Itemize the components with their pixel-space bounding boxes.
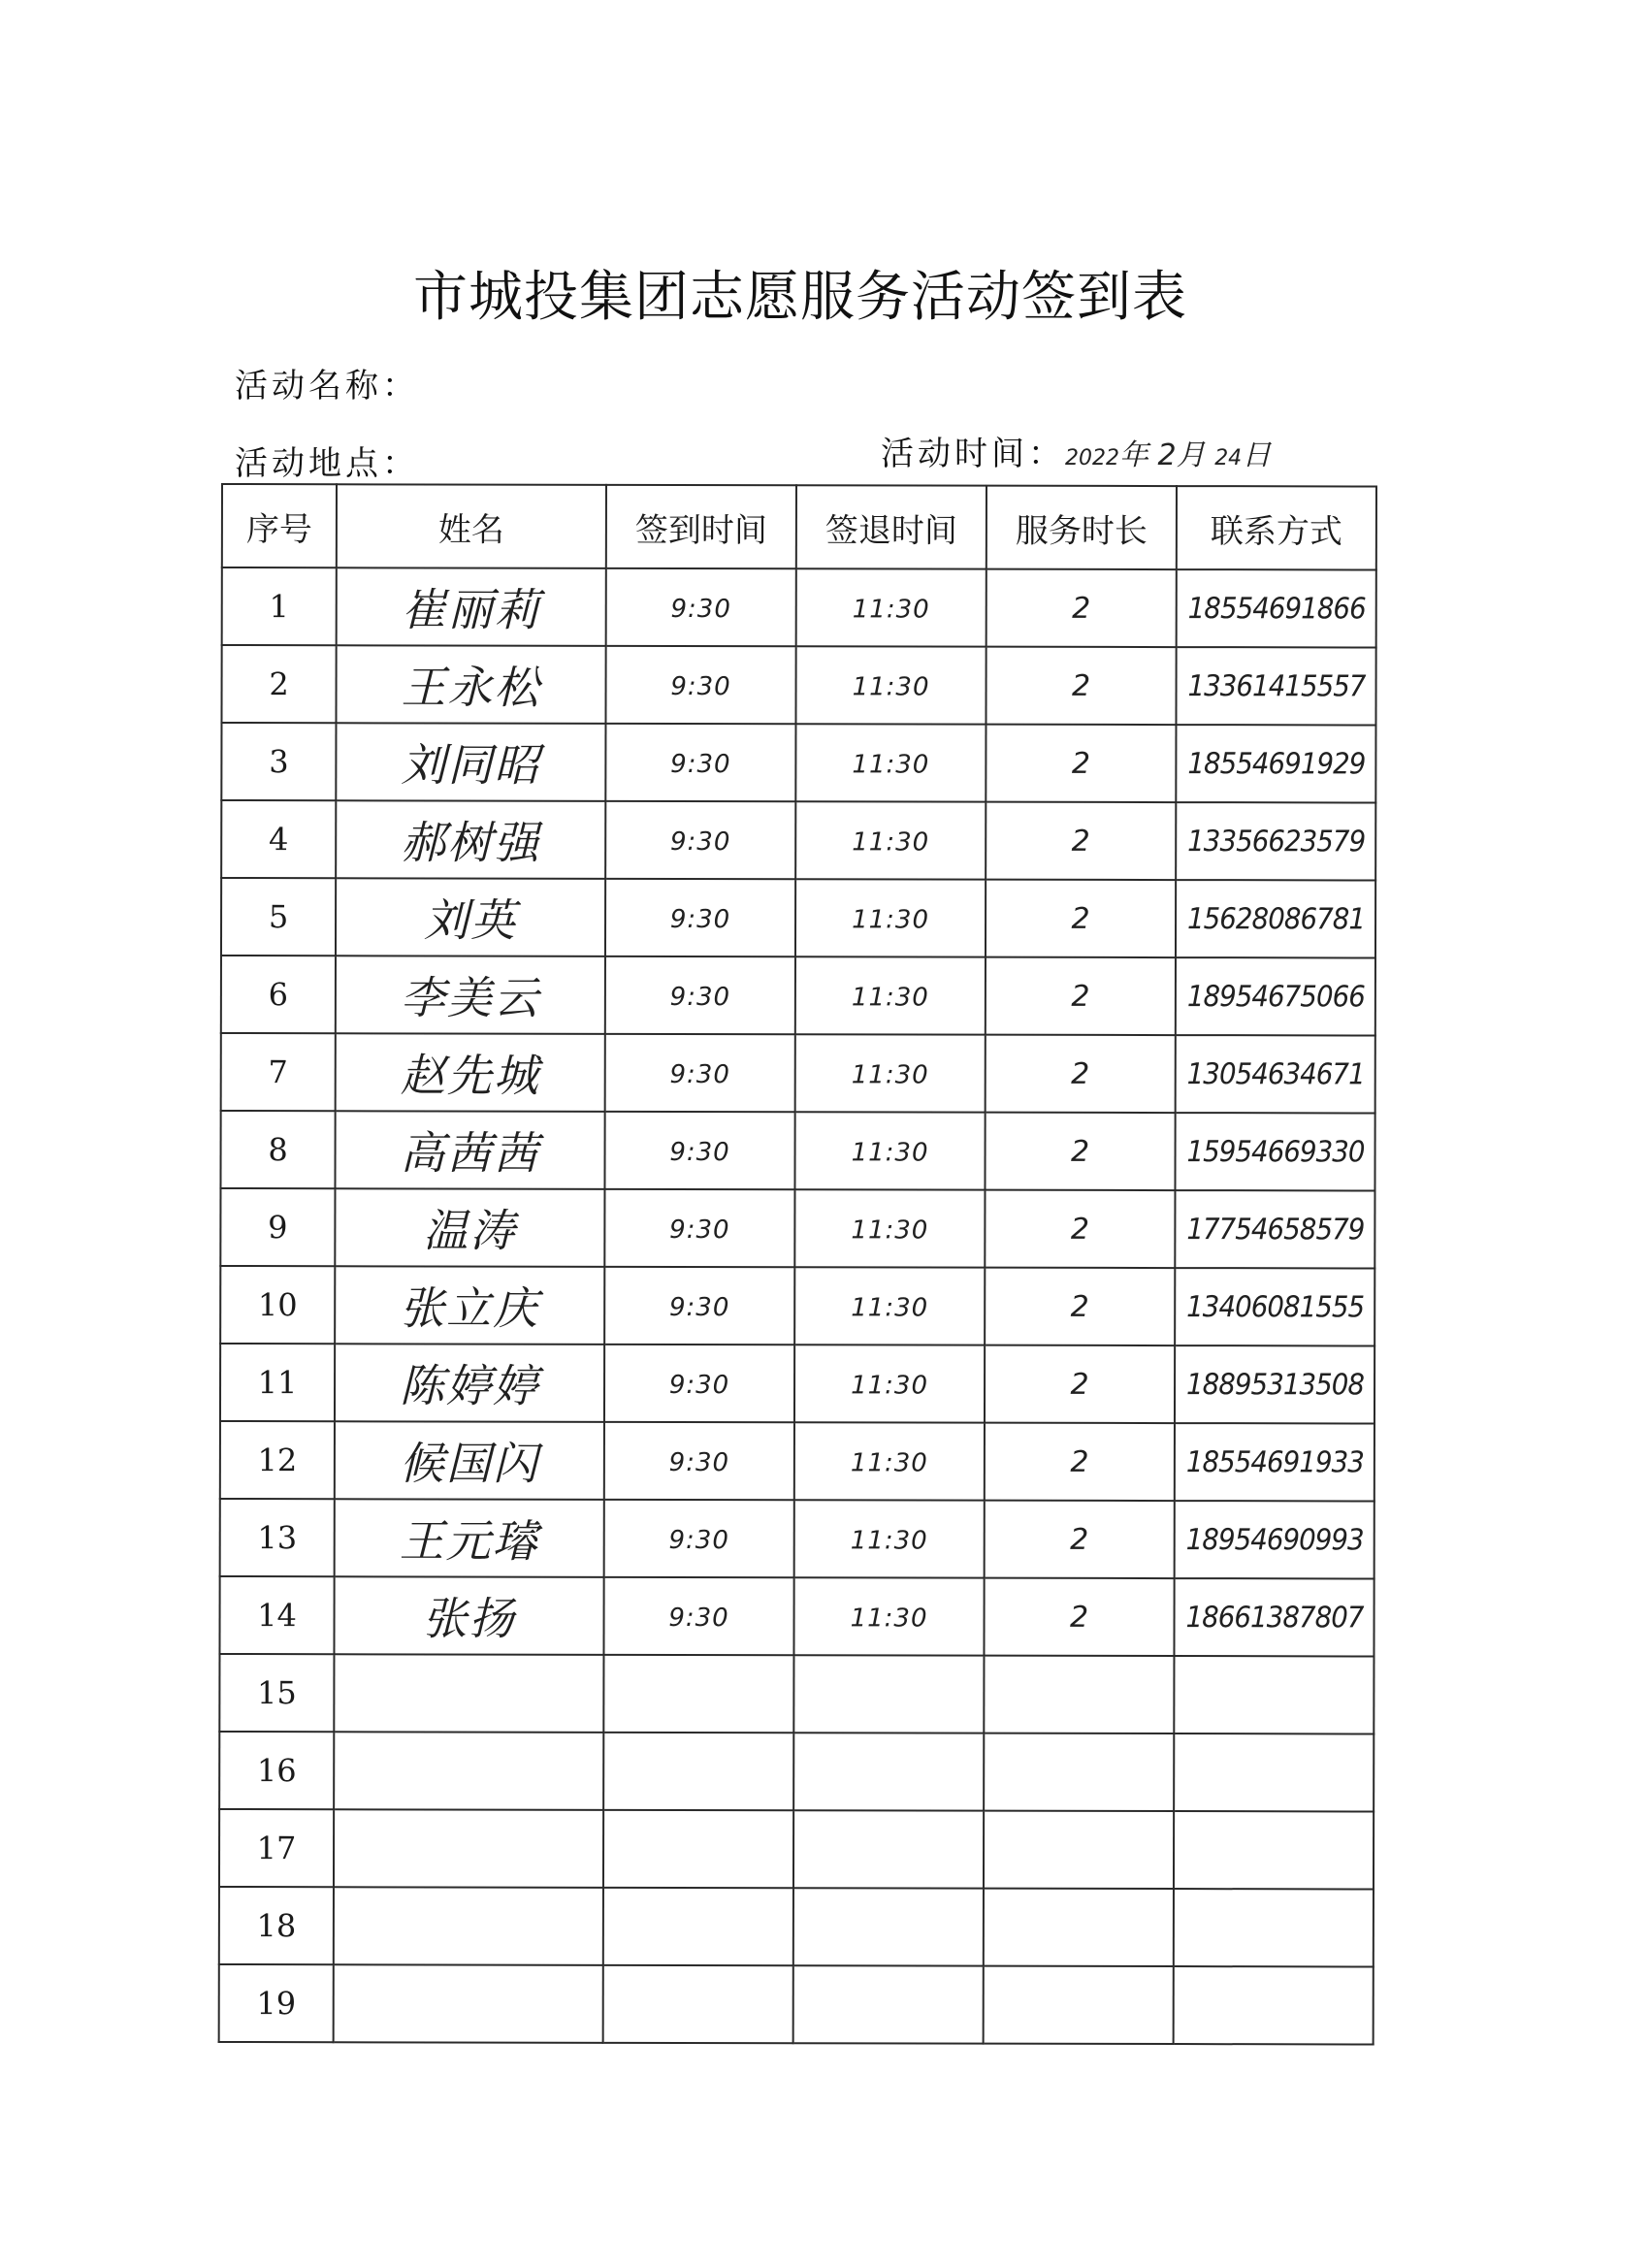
row-contact-cell [1174,1811,1374,1889]
row-service-duration-cell [986,569,1177,647]
row-sign-in-time-cell [603,1888,793,1965]
row-sign-in-time: 9:30 [670,671,731,701]
row-service-duration-cell [985,1190,1175,1268]
row-sign-out-time-cell [795,956,986,1034]
row-sign-in-time: 9:30 [669,904,731,934]
row-sign-in-time: 9:30 [669,1215,730,1245]
row-sign-out-time-cell [793,1965,984,2043]
table-row [221,800,1375,880]
row-sign-in-time-cell [605,724,795,801]
row-service-duration: 2 [1070,1134,1090,1169]
row-service-duration-cell [984,1578,1174,1656]
row-sign-in-time: 9:30 [669,982,731,1012]
date-day: 24 [1214,446,1243,470]
row-service-duration-cell [984,1811,1174,1889]
row-seq-cell [220,1421,335,1499]
row-seq-cell [221,723,336,800]
table-row [220,1111,1374,1190]
row-name-cell [334,1576,603,1655]
row-sign-out-time: 11:30 [851,1059,929,1090]
row-sign-in-time-cell [603,1810,793,1888]
table-row [221,1033,1375,1113]
row-sign-out-time-cell [794,1345,985,1422]
row-service-duration: 2 [1070,1522,1089,1557]
row-sign-in-time: 9:30 [668,1525,729,1555]
row-seq-cell [221,878,336,956]
row-service-duration-cell [985,1501,1175,1578]
row-name: 高茜茜 [400,1126,540,1180]
activity-place-label: 活动地点： [235,444,419,483]
row-sign-out-time: 11:30 [852,594,930,625]
activity-date [1065,438,1271,472]
row-sign-out-time: 11:30 [851,1137,929,1168]
row-sign-in-time: 9:30 [669,826,731,857]
row-service-duration: 2 [1071,901,1090,936]
row-sign-out-time: 11:30 [852,749,930,780]
table-row [220,1266,1374,1345]
row-name-cell [335,1421,604,1500]
table-row [219,1576,1374,1656]
row-contact-cell [1174,1656,1374,1733]
activity-time [881,427,1271,474]
table-row [219,1732,1374,1811]
row-seq-cell [222,567,337,645]
row-contact: 18554691929 [1186,746,1365,781]
header-sign-out-time: 签退时间 [796,485,986,568]
row-sign-in-time-cell [604,1422,794,1500]
row-seq-cell [219,1732,334,1809]
row-sign-out-time-cell [794,1189,985,1267]
row-service-duration: 2 [1070,1212,1089,1247]
row-service-duration-cell [986,1035,1176,1113]
table-row [222,567,1376,647]
row-contact-cell [1174,1733,1374,1811]
row-contact-cell [1174,1889,1374,1966]
activity-name-label: 活动名称： [235,367,419,405]
date-month: 2 [1157,438,1177,472]
row-sign-in-time: 9:30 [668,1447,730,1477]
row-name-cell [336,956,605,1034]
table-row [219,1887,1374,1966]
row-contact-cell [1174,1578,1374,1656]
row-sign-in-time-cell [606,568,796,646]
row-service-duration: 2 [1070,1444,1089,1479]
row-contact: 13406081555 [1185,1289,1364,1324]
row-sign-in-time-cell [605,956,795,1034]
row-sign-out-time-cell [794,1112,985,1189]
row-service-duration-cell [984,1733,1174,1811]
row-service-duration: 2 [1070,1289,1089,1324]
page-title: 市城投集团志愿服务活动签到表 [413,266,1187,329]
row-name-cell [334,1964,603,2043]
table-body [219,567,1376,2044]
row-name-cell [334,1887,603,1965]
table-row [220,1499,1374,1578]
row-seq-cell [219,1964,334,2042]
row-seq: 12 [257,1442,298,1479]
row-seq: 17 [256,1830,297,1867]
row-seq: 1 [269,588,289,626]
row-sign-out-time-cell [793,1810,984,1888]
row-name: 温涛 [423,1204,517,1257]
header-name: 姓名 [337,484,606,568]
row-sign-in-time: 9:30 [670,749,731,779]
row-sign-in-time-cell [604,1500,794,1577]
row-sign-out-time: 11:30 [851,982,929,1013]
row-contact-cell [1176,957,1375,1035]
row-name: 候国闪 [399,1437,539,1490]
row-name: 王元璿 [399,1514,539,1568]
row-seq: 18 [256,1907,297,1945]
row-sign-out-time-cell [794,1500,985,1577]
row-service-duration-cell [986,957,1176,1035]
row-sign-out-time: 11:30 [850,1525,928,1556]
row-sign-out-time-cell [794,1267,985,1345]
row-name-cell [335,1111,604,1189]
row-sign-in-time: 9:30 [668,1292,730,1322]
row-sign-out-time: 11:30 [850,1447,928,1478]
row-name: 王永松 [401,661,541,714]
row-contact-cell [1175,1345,1374,1423]
row-name: 张立庆 [400,1281,540,1335]
row-contact-cell [1176,725,1375,802]
row-contact: 18661387807 [1184,1600,1364,1635]
row-sign-out-time: 11:30 [850,1603,928,1634]
row-sign-in-time-cell [605,646,795,724]
date-month-unit: 月 [1176,438,1206,472]
row-sign-in-time: 9:30 [668,1370,730,1400]
row-sign-out-time-cell [795,1034,986,1112]
row-service-duration-cell [985,1423,1175,1501]
row-seq-cell [219,1654,334,1732]
row-name: 张扬 [422,1592,516,1645]
row-contact-cell [1175,1113,1374,1190]
row-sign-in-time-cell [605,801,795,879]
row-name: 崔丽莉 [401,583,541,636]
row-sign-in-time-cell [605,1034,795,1112]
header-sign-in-time: 签到时间 [606,485,796,568]
row-contact: 18554691933 [1185,1444,1364,1479]
row-name-cell [336,1033,605,1112]
row-seq-cell [220,1266,335,1344]
row-service-duration: 2 [1072,591,1091,626]
row-contact: 13361415557 [1187,668,1366,703]
row-contact-cell [1176,1035,1375,1113]
row-sign-out-time-cell [795,879,986,956]
row-service-duration-cell [985,1113,1175,1190]
row-contact: 13054634671 [1186,1056,1365,1091]
row-sign-out-time-cell [795,801,986,879]
row-name-cell [335,1499,604,1577]
row-name-cell [336,645,605,724]
row-seq: 7 [268,1053,288,1091]
row-sign-out-time: 11:30 [852,826,930,858]
row-service-duration-cell [984,1656,1174,1733]
table-row [219,1809,1374,1889]
row-name: 陈婷婷 [399,1359,540,1412]
row-contact: 18554691866 [1187,591,1366,626]
row-name: 赵先城 [400,1049,540,1102]
row-sign-out-time-cell [793,1733,984,1810]
row-service-duration-cell [985,1345,1175,1423]
row-sign-out-time-cell [795,646,986,724]
row-name: 李美云 [400,971,540,1024]
row-sign-in-time: 9:30 [669,1059,730,1089]
row-contact: 15628086781 [1186,901,1365,936]
row-name-cell [334,1732,603,1810]
row-service-duration-cell [986,725,1176,802]
date-year: 2022 [1065,446,1119,470]
row-service-duration: 2 [1070,1367,1089,1402]
row-seq-cell [219,1809,334,1887]
row-service-duration: 2 [1071,979,1090,1014]
row-seq: 8 [268,1131,288,1169]
row-name-cell [334,1809,603,1888]
row-contact: 13356623579 [1186,824,1365,859]
row-sign-in-time-cell [604,1112,794,1189]
row-sign-out-time: 11:30 [852,671,930,702]
row-name-cell [335,1344,604,1422]
row-service-duration-cell [984,1889,1174,1966]
row-service-duration-cell [984,1966,1174,2044]
row-sign-out-time-cell [793,1655,984,1733]
row-contact-cell [1175,1190,1374,1268]
row-seq-cell [220,1188,335,1266]
table-header-row [222,484,1376,569]
row-contact: 18954675066 [1186,979,1365,1014]
row-seq: 19 [256,1985,297,2023]
row-seq: 10 [257,1286,298,1324]
row-name-cell [334,1654,603,1733]
row-contact-cell [1176,880,1375,957]
table-row [221,878,1375,957]
row-name: 刘英 [424,893,518,947]
row-name-cell [337,567,606,646]
row-seq: 13 [257,1519,298,1557]
row-seq-cell [219,1576,334,1654]
row-seq-cell [220,1499,335,1576]
row-name-cell [336,878,605,956]
row-seq: 4 [269,821,289,859]
row-seq: 15 [256,1674,297,1712]
row-contact-cell [1176,802,1375,880]
row-seq: 11 [257,1364,298,1402]
row-sign-out-time-cell [796,568,986,646]
row-contact: 18895313508 [1185,1367,1364,1402]
row-contact: 17754658579 [1185,1212,1364,1247]
table-row [220,1344,1374,1423]
row-sign-out-time: 11:30 [852,904,930,935]
row-sign-in-time-cell [603,1965,793,2043]
date-year-unit: 年 [1119,438,1148,472]
row-sign-out-time-cell [794,1422,985,1500]
row-sign-in-time-cell [604,1189,794,1267]
row-seq: 16 [256,1752,297,1790]
sign-in-table [218,483,1377,2045]
header-contact: 联系方式 [1177,486,1376,569]
row-sign-in-time: 9:30 [669,1137,730,1167]
row-sign-in-time-cell [603,1577,793,1655]
table-row [219,1654,1374,1733]
row-name-cell [335,1266,604,1345]
row-name: 刘同昭 [401,738,541,792]
row-sign-in-time-cell [604,1267,794,1345]
row-contact: 18954690993 [1185,1522,1364,1557]
row-contact-cell [1176,647,1375,725]
row-contact-cell [1175,1268,1374,1345]
row-sign-in-time: 9:30 [670,594,731,624]
row-service-duration-cell [986,802,1176,880]
row-sign-in-time-cell [603,1655,793,1733]
row-sign-out-time-cell [793,1888,984,1965]
row-seq-cell [219,1887,334,1964]
activity-time-label: 活动时间： [881,435,1065,473]
header-seq: 序号 [222,484,337,567]
row-seq: 3 [269,743,289,781]
row-seq: 6 [268,976,289,1014]
table-row [221,645,1375,725]
row-sign-in-time-cell [603,1733,793,1810]
row-name-cell [335,1188,604,1267]
date-day-unit: 日 [1242,438,1272,472]
row-seq: 5 [268,898,289,936]
row-seq: 2 [269,665,289,703]
row-seq-cell [221,800,336,878]
row-sign-in-time-cell [605,879,795,956]
row-name-cell [336,723,605,801]
row-sign-out-time: 11:30 [851,1370,929,1401]
row-seq-cell [221,645,336,723]
table-row [219,1964,1374,2044]
row-contact-cell [1177,569,1376,647]
row-contact-cell [1174,1966,1374,2044]
row-sign-out-time-cell [795,724,986,801]
table-row [220,1421,1374,1501]
table-row [221,956,1375,1035]
row-sign-in-time-cell [604,1345,794,1422]
table-row [221,723,1375,802]
row-service-duration-cell [986,647,1176,725]
row-seq: 9 [268,1209,288,1247]
row-seq: 14 [257,1597,297,1635]
row-service-duration: 2 [1071,1056,1090,1091]
row-seq-cell [221,956,336,1033]
row-service-duration: 2 [1069,1600,1089,1635]
row-seq-cell [220,1111,335,1188]
row-service-duration: 2 [1071,746,1090,781]
row-contact-cell [1175,1501,1374,1578]
row-seq-cell [220,1344,335,1421]
row-service-duration: 2 [1071,668,1091,703]
row-sign-out-time: 11:30 [851,1215,929,1246]
row-sign-out-time: 11:30 [851,1292,929,1323]
row-contact-cell [1175,1423,1374,1501]
table-row [220,1188,1374,1268]
row-seq-cell [221,1033,336,1111]
header-service-duration: 服务时长 [986,486,1177,569]
row-name-cell [336,800,605,879]
row-service-duration: 2 [1071,824,1090,859]
row-sign-in-time: 9:30 [668,1603,729,1633]
row-service-duration-cell [986,880,1176,957]
row-sign-out-time-cell [793,1577,984,1655]
row-name: 郝树强 [401,816,541,869]
row-contact: 15954669330 [1185,1134,1365,1169]
row-service-duration-cell [985,1268,1175,1345]
